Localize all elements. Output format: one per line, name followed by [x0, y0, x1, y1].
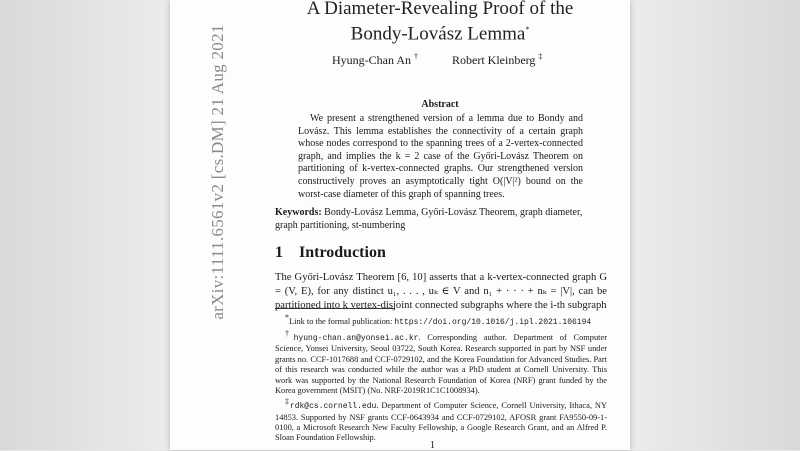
email-link[interactable]: hyung-chan.an@yonsei.ac.kr: [293, 334, 419, 343]
footnote-3: ‡rdk@cs.cornell.edu. Department of Computer Science, Cornell University, Ithaca, NY 14853. Supported by NSF grants CCF-0643934 and CCF-0729102, AFOSR grant FA9550-09-1-0100, a Microsoft Research New Faculty Fellowship, a Google Research Grant, and an Alfred P. Sloan Foundation Fellowship.: [275, 397, 608, 443]
keywords-label: Keywords:: [275, 207, 322, 218]
footnote-2: †hyung-chan.an@yonsei.ac.kr. Corresponding author. Department of Computer Science, Yonsei University, Seoul 03722, South Korea. Research supported in part by NSF under grants no. CCF-1017688 and CCF-0729102, and the Korea Foundation for Advanced Studies. Part of this research was conducted while the author was a PhD student at Cornell University. This work was supported by the National Research Foundation of Korea (NRF) grant funded by the Korea government (MSIT) (No. NRF-2019R1C1C1008934).: [275, 329, 608, 396]
arxiv-identifier: arXiv:1111.6561v2 [cs.DM] 21 Aug 2021: [208, 24, 227, 320]
email-link[interactable]: rdk@cs.cornell.edu: [289, 402, 377, 412]
abstract-body: We present a strengthened version of a lemma due to Bondy and Lovász. This lemma establishes the connectivity of a certain graph whose nodes correspond to the spanning trees of a 2-vertex-connected graph, and implies the k = 2 case of the Győri-Lovász Theorem on partitioning of k-vertex-connected graphs. Our strengthened version constructively proves an asymptotically tight O(|V|²) bound on the worst-case diameter of this graph of spanning trees.: [298, 113, 583, 200]
keywords-text: Bondy-Lovász Lemma, Győri-Lovász Theorem, graph diameter, graph partitioning, st-numbering: [275, 207, 583, 231]
page-number: 1: [430, 440, 435, 451]
keywords: [275, 206, 607, 232]
doi-link[interactable]: https://doi.org/10.1016/j.ipl.2021.106194: [394, 317, 592, 327]
intro-paragraph: The Győri-Lovász Theorem [6, 10] asserts that a k-vertex-connected graph G = (V, E), for any distinct u₁, . . . , uₖ ∈ V and n₁ + · · · + nₖ = |V|, can be partitioned into k vertex-disjoint connected subgraphs where the i-th subgraph: [275, 272, 607, 311]
background-right: [630, 0, 800, 450]
abstract-heading: Abstract: [421, 99, 459, 110]
section-heading: [275, 244, 607, 262]
title-text: Bondy-Lovász Lemma: [350, 23, 526, 45]
footnote-1: *Link to the formal publication: https://doi.org/10.1016/j.ipl.2021.106194: [285, 313, 592, 327]
paper-title-line-2: [280, 19, 600, 45]
paper-title-line-1: A Diameter-Revealing Proof of the: [306, 0, 574, 19]
section-number: 1: [275, 244, 283, 261]
footnote-rule: [275, 308, 395, 309]
title-footnote-mark: *: [525, 25, 530, 34]
section-title: Introduction: [299, 244, 386, 261]
footnotes: [275, 313, 607, 445]
background-left: [0, 0, 170, 450]
author-name: Hyung-Chan An †: [332, 52, 418, 67]
author-list: [280, 52, 600, 70]
author-name: Robert Kleinberg ‡: [452, 52, 543, 67]
